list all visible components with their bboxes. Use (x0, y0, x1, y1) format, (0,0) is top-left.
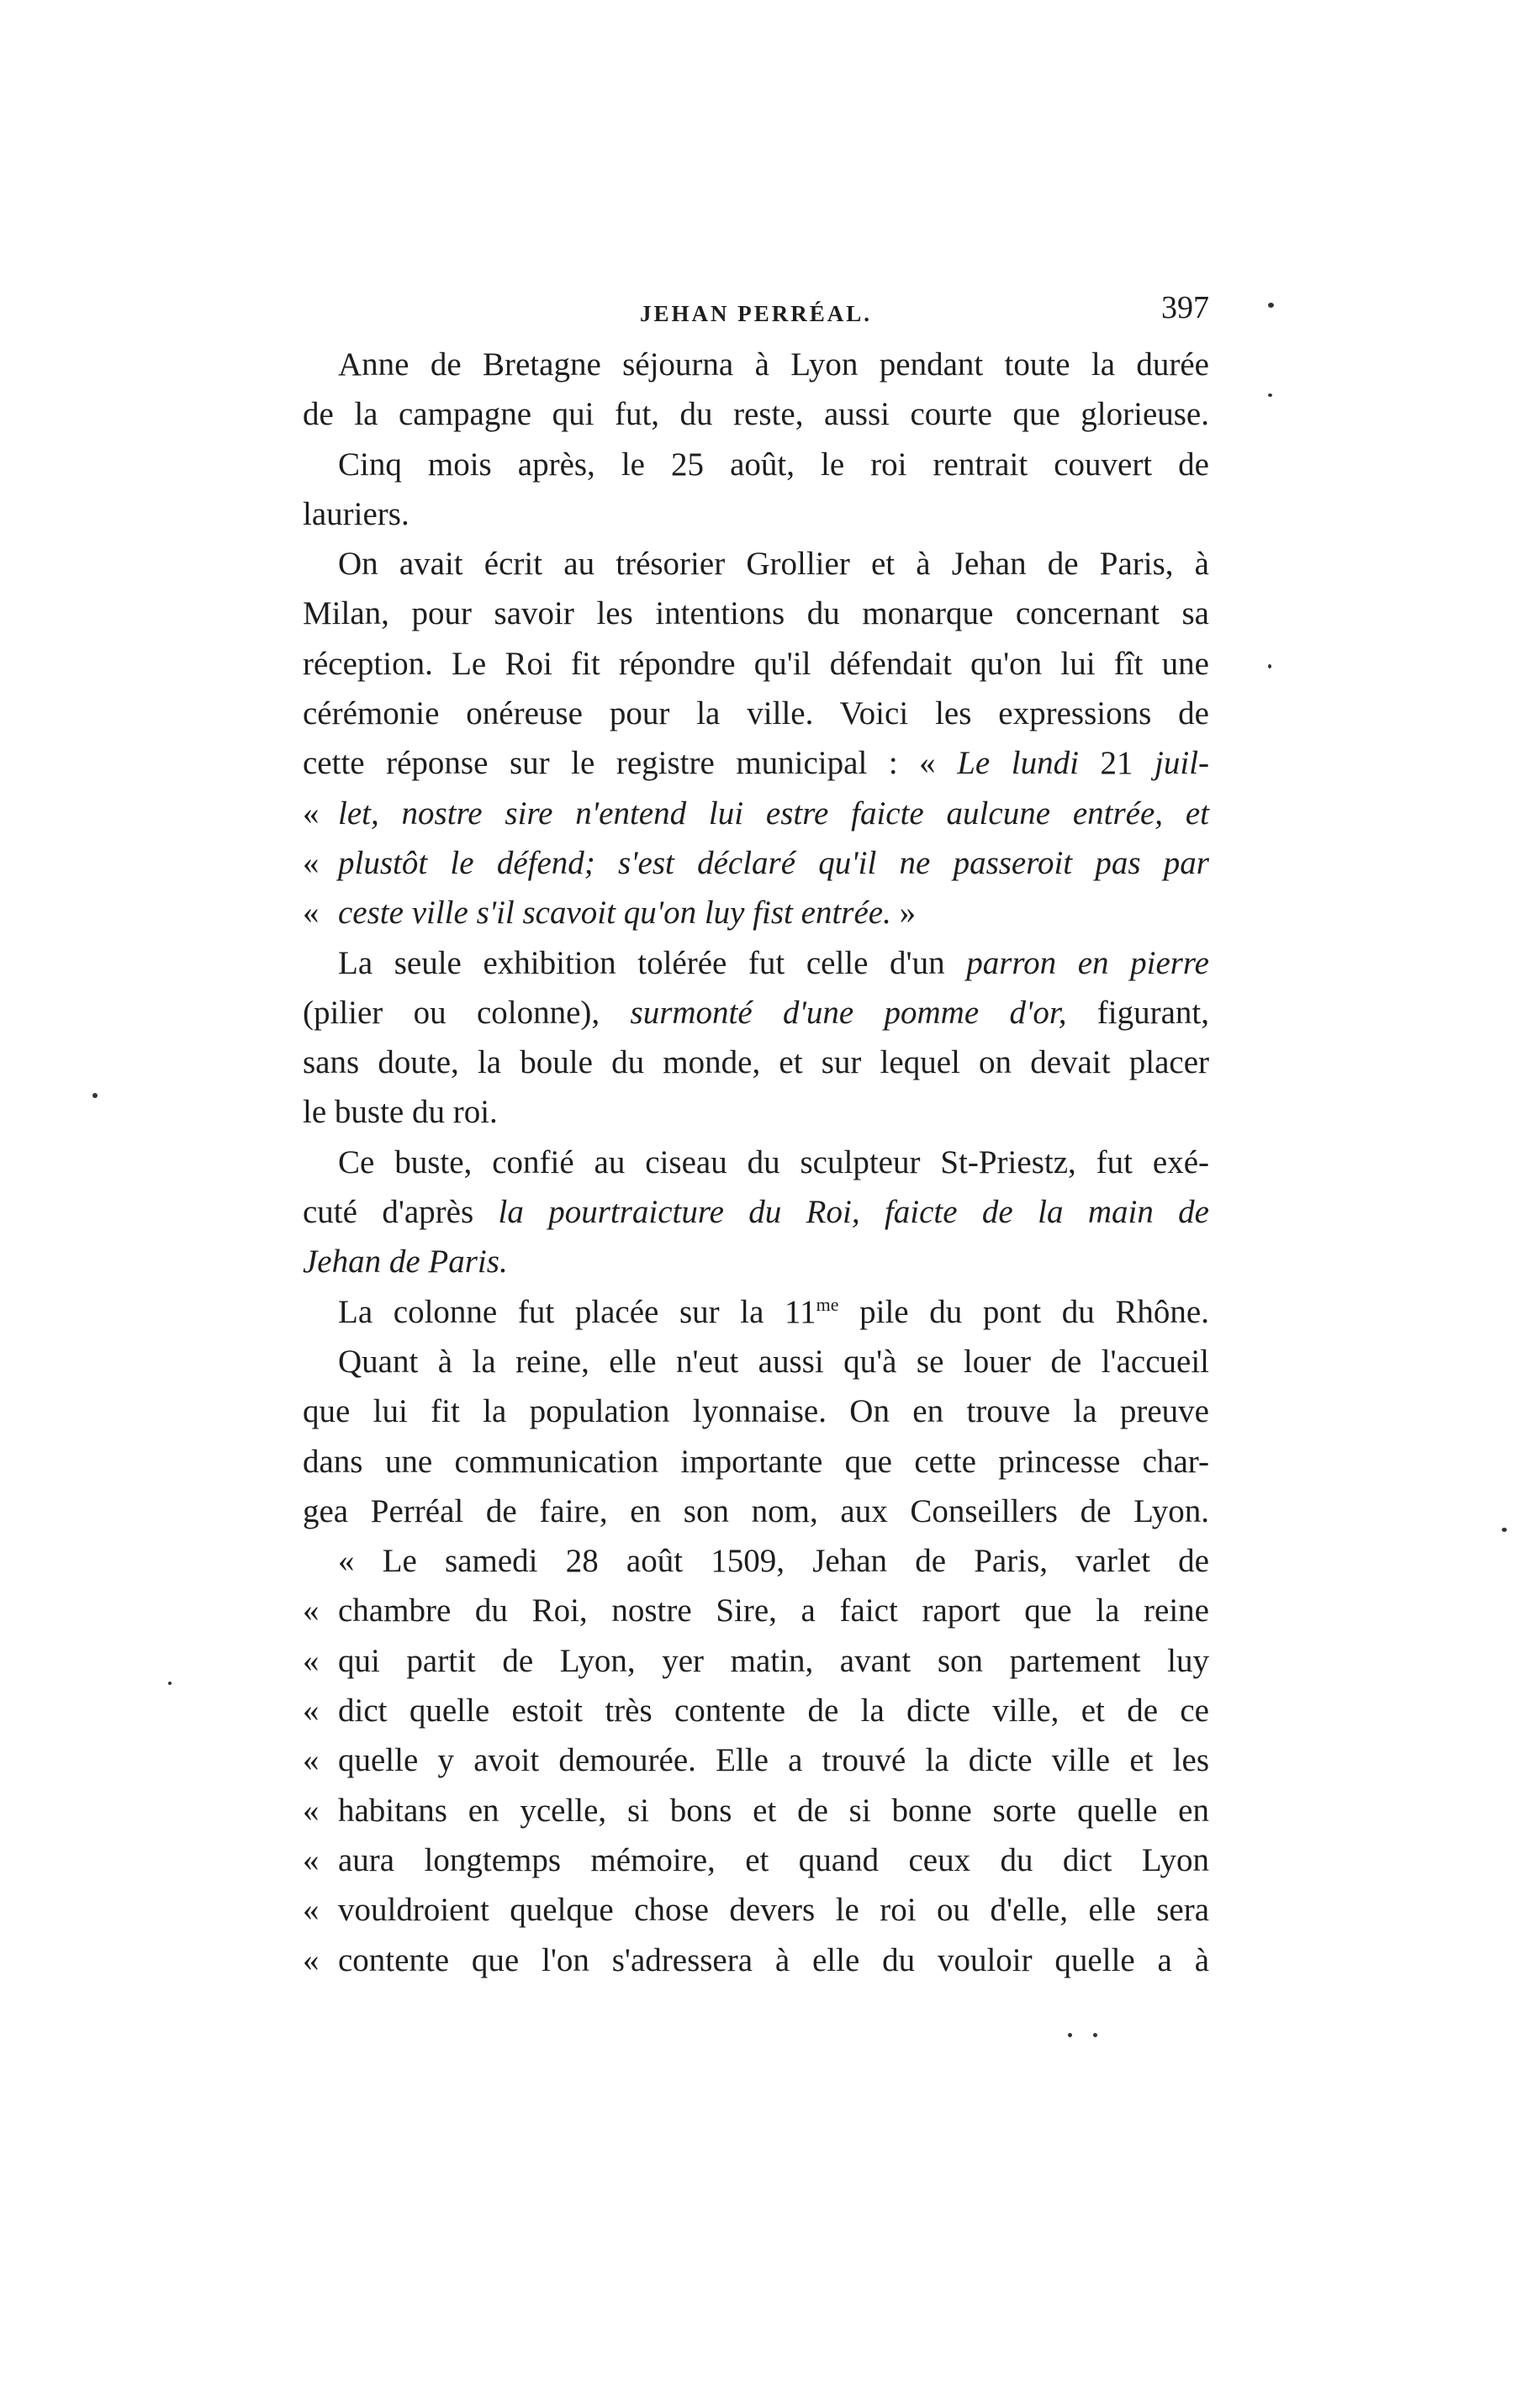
text-line: Milan, pour savoir les intentions du monarque concernant sa (303, 595, 1209, 632)
quoted-line: « plustôt le défend; s'est déclaré qu'il ne passeroit pas par (303, 844, 1209, 881)
text-line: Quant à la reine, elle n'eut aussi qu'à se louer de l'accueil (338, 1343, 1209, 1380)
text-line: de la campagne qui fut, du reste, aussi courte que glorieuse. (303, 396, 1209, 433)
text-line: Cinq mois après, le 25 août, le roi rentrait couvert de (338, 446, 1209, 483)
text-line: que lui fit la population lyonnaise. On en trouve la preuve (303, 1393, 1209, 1430)
text-line: gea Perréal de faire, en son nom, aux Conseillers de Lyon. (303, 1492, 1209, 1529)
text-line: cérémonie onéreuse pour la ville. Voici les expressions de (303, 695, 1209, 732)
text-line: Ce buste, confié au ciseau du sculpteur St-Priestz, fut exé- (338, 1143, 1209, 1180)
quoted-line: « vouldroient quelque chose devers le roi ou d'elle, elle sera (303, 1892, 1209, 1929)
quoted-line: « ceste ville s'il scavoit qu'on luy fist entrée. » (303, 895, 917, 932)
text-line: (pilier ou colonne), surmonté d'une pomme d'or, figurant, (303, 994, 1210, 1031)
page-header (303, 283, 1209, 333)
quoted-line: « contente que l'on s'adressera à elle du vouloir quelle a à (303, 1941, 1209, 1978)
text-line: réception. Le Roi fit répondre qu'il défendait qu'on lui fît une (303, 645, 1209, 682)
text-line: lauriers. (303, 495, 409, 532)
quoted-line: « quelle y avoit demourée. Elle a trouvé la dicte ville et les (303, 1742, 1209, 1779)
text-line: Jehan de Paris. (303, 1244, 508, 1281)
scan-speck (1268, 664, 1271, 668)
body-text (303, 340, 1209, 1985)
scan-speck (168, 1682, 172, 1685)
quoted-line: « dict quelle estoit très contente de la dicte ville, et de ce (303, 1692, 1209, 1729)
quoted-line: « qui partit de Lyon, yer matin, avant son partement luy (303, 1642, 1209, 1679)
text-line: dans une communication importante que cette princesse char- (303, 1443, 1209, 1480)
scan-speck (1268, 303, 1274, 308)
scan-speck (1502, 1528, 1507, 1532)
quoted-line: « aura longtemps mémoire, et quand ceux du dict Lyon (303, 1841, 1209, 1878)
text-line: On avait écrit au trésorier Grollier et à Jehan de Paris, à (338, 546, 1209, 583)
running-head: JEHAN PERRÉAL. (639, 301, 873, 326)
text-line: sans doute, la boule du monde, et sur lequel on devait placer (303, 1044, 1209, 1081)
text-line: le buste du roi. (303, 1094, 498, 1131)
text-line: La colonne fut placée sur la $11^{me}$ pile du pont du Rhône. (338, 1293, 1209, 1330)
quoted-line: « chambre du Roi, nostre Sire, a faict raport que la reine (303, 1592, 1209, 1629)
text-line: La seule exhibition tolérée fut celle d'un parron en pierre (338, 944, 1209, 981)
scan-speck (1268, 393, 1272, 397)
quoted-line: « habitans en ycelle, si bons et de si bonne sorte quelle en (303, 1792, 1209, 1829)
page-number: 397 (1161, 290, 1209, 325)
text-line: cette réponse sur le registre municipal : « Le lundi 21 juil- (303, 745, 1210, 782)
scan-speck (1093, 2033, 1097, 2037)
scan-speck (1068, 2033, 1072, 2037)
scan-speck (92, 1093, 98, 1098)
quoted-line: « Le samedi 28 août 1509, Jehan de Paris, varlet de (338, 1543, 1209, 1580)
text-line: cuté d'après la pourtraicture du Roi, faicte de la main de (303, 1194, 1209, 1231)
quoted-line: « let, nostre sire n'entend lui estre faicte aulcune entrée, et (303, 795, 1209, 832)
text-line: Anne de Bretagne séjourna à Lyon pendant toute la durée (338, 346, 1209, 383)
